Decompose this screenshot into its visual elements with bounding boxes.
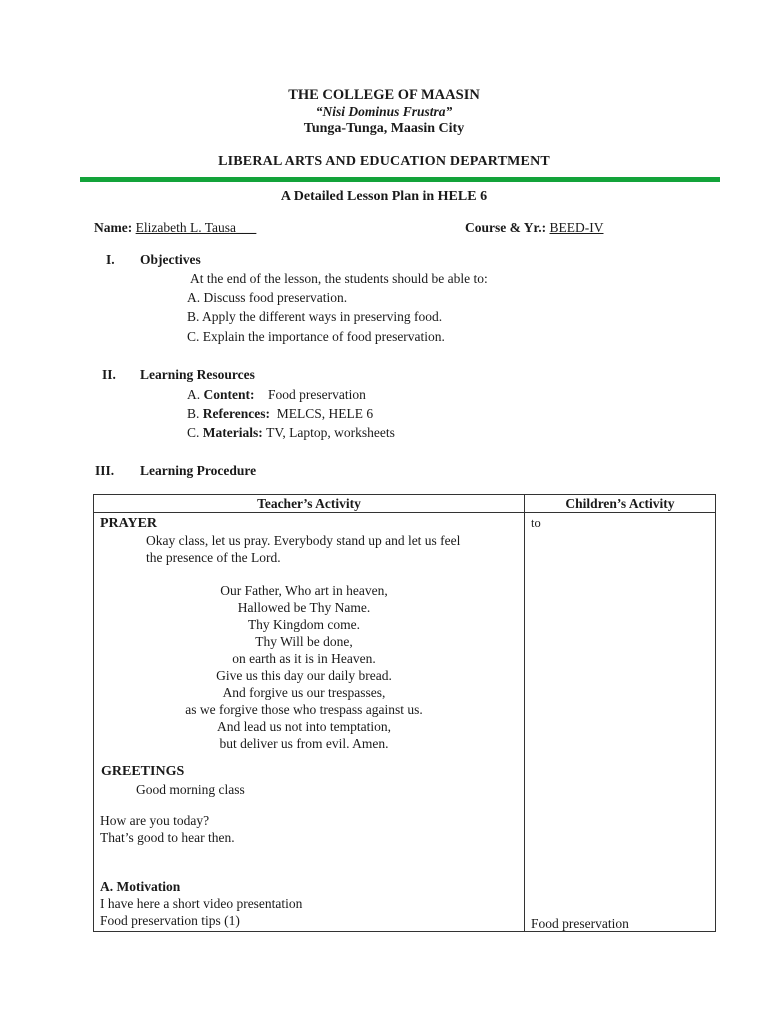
greetings-line: Good morning class <box>136 782 245 797</box>
course-label: Course & Yr.: <box>465 220 547 235</box>
objective-item: B. Apply the different ways in preserving food. <box>187 309 443 324</box>
resources-numeral: II. <box>102 367 116 382</box>
greetings-heading: GREETINGS <box>101 764 185 779</box>
prayer-line: on earth as it is in Heaven. <box>232 651 376 666</box>
prayer-line: And lead us not into temptation, <box>217 719 391 734</box>
objective-item: C. Explain the importance of food preservation. <box>187 329 445 344</box>
prayer-line: Thy Kingdom come. <box>247 617 361 632</box>
prayer-heading: PRAYER <box>100 516 158 531</box>
procedure-table <box>93 494 716 932</box>
course-row <box>465 220 604 236</box>
college-motto: “Nisi Dominus Frustra” <box>315 104 453 119</box>
resource-item-content <box>187 387 366 403</box>
college-name: THE COLLEGE OF MAASIN <box>288 87 480 103</box>
name-row <box>94 220 256 236</box>
prayer-line: Hallowed be Thy Name. <box>237 600 371 615</box>
prayer-intro: Okay class, let us pray. Everybody stand up and let us feel <box>146 533 461 548</box>
resource-item-materials <box>187 425 395 441</box>
resource-value: TV, Laptop, worksheets <box>266 425 395 440</box>
teacher-activity-header: Teacher’s Activity <box>94 495 525 513</box>
resource-prefix: A. <box>187 387 204 402</box>
child-response: Food preservation <box>531 916 629 931</box>
procedure-heading: Learning Procedure <box>140 463 257 478</box>
prayer-intro: the presence of the Lord. <box>146 550 281 565</box>
prayer-line: but deliver us from evil. Amen. <box>219 736 389 751</box>
motivation-heading: A. Motivation <box>100 879 181 894</box>
greeting-question: How are you today? <box>100 813 210 828</box>
objectives-intro: At the end of the lesson, the students should be able to: <box>190 271 488 286</box>
motivation-line: Food preservation tips (1) <box>100 913 240 928</box>
objectives-numeral: I. <box>106 252 115 267</box>
department-name: LIBERAL ARTS AND EDUCATION DEPARTMENT <box>218 154 550 169</box>
resource-prefix: C. <box>187 425 203 440</box>
resource-value: Food preservation <box>268 387 366 402</box>
lesson-plan-title: A Detailed Lesson Plan in HELE 6 <box>280 189 488 204</box>
college-address: Tunga-Tunga, Maasin City <box>303 121 465 136</box>
course-value: BEED-IV <box>549 220 604 235</box>
resources-heading: Learning Resources <box>140 367 255 382</box>
resource-label: Materials: <box>202 425 263 440</box>
prayer-line: as we forgive those who trespass against us. <box>185 702 423 717</box>
child-response: to <box>531 516 541 530</box>
resource-prefix: B. <box>187 406 203 421</box>
resource-label: Content: <box>203 387 255 402</box>
table-header-row <box>94 495 716 513</box>
name-label: Name: <box>94 220 133 235</box>
prayer-line: Thy Will be done, <box>255 634 353 649</box>
resource-item-references <box>187 406 373 422</box>
teacher-activity-cell <box>94 513 525 932</box>
motivation-line: I have here a short video presentation <box>100 896 303 911</box>
children-activity-header: Children’s Activity <box>525 495 716 513</box>
children-activity-cell <box>525 513 716 932</box>
objective-item: A. Discuss food preservation. <box>187 290 348 305</box>
prayer-line: Our Father, Who art in heaven, <box>220 583 388 598</box>
prayer-line: Give us this day our daily bread. <box>216 668 392 683</box>
table-row <box>94 513 716 932</box>
name-value: Elizabeth L. Tausa___ <box>135 220 257 235</box>
resource-value: MELCS, HELE 6 <box>276 406 374 421</box>
objectives-heading: Objectives <box>140 252 201 267</box>
greeting-answer: That’s good to hear then. <box>100 830 235 845</box>
prayer-line: And forgive us our trespasses, <box>222 685 386 700</box>
resource-label: References: <box>202 406 270 421</box>
procedure-numeral: III. <box>95 463 115 478</box>
green-divider <box>80 177 720 182</box>
